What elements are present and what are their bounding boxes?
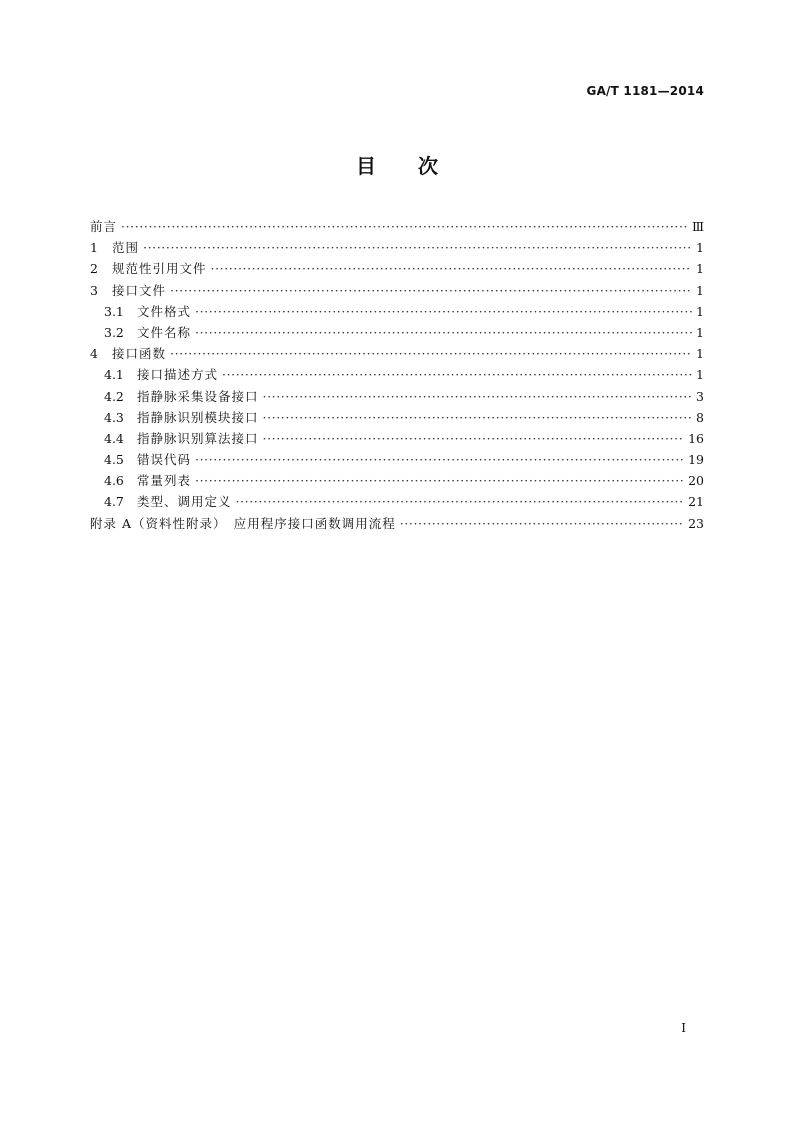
toc-page: 1 xyxy=(696,240,704,256)
toc-number: 4 xyxy=(90,346,98,362)
toc-page: 8 xyxy=(696,409,704,425)
toc-entry-4-3[interactable] xyxy=(90,407,704,428)
toc-entry-3-1[interactable] xyxy=(90,301,704,322)
toc-number: 2 xyxy=(90,261,98,277)
leader-dots xyxy=(236,491,685,512)
toc-label: 前言 xyxy=(90,219,118,234)
toc-entry-4-1[interactable] xyxy=(90,364,704,385)
toc-page: 23 xyxy=(688,515,704,531)
leader-dots xyxy=(170,343,692,364)
toc-label: 类型、调用定义 xyxy=(137,494,232,510)
toc-entry-4-6[interactable] xyxy=(90,470,704,491)
toc-label: 指静脉识别模块接口 xyxy=(137,409,259,425)
leader-dots xyxy=(263,386,692,407)
leader-dots xyxy=(211,258,692,279)
leader-dots xyxy=(195,301,692,322)
table-of-contents xyxy=(90,216,704,534)
toc-page: 1 xyxy=(696,367,704,383)
leader-dots xyxy=(263,407,692,428)
toc-label: 错误代码 xyxy=(137,452,192,468)
toc-number: 3 xyxy=(90,282,98,298)
toc-label: 接口描述方式 xyxy=(137,367,219,383)
leader-dots xyxy=(263,428,685,449)
toc-label: 附录 A（资料性附录） 应用程序接口函数调用流程 xyxy=(90,515,396,531)
toc-page: 21 xyxy=(688,494,704,510)
leader-dots xyxy=(222,364,692,385)
toc-label: 文件格式 xyxy=(137,303,192,319)
toc-label: 常量列表 xyxy=(137,473,192,489)
toc-number: 3.1 xyxy=(104,303,124,319)
toc-page: 1 xyxy=(696,261,704,277)
toc-page: 1 xyxy=(696,282,704,298)
toc-entry-1[interactable] xyxy=(90,237,704,258)
toc-page: 19 xyxy=(688,452,704,468)
leader-dots xyxy=(195,322,692,343)
toc-page: 16 xyxy=(688,430,704,446)
page-title xyxy=(0,150,794,179)
title-part-2: 次 xyxy=(418,154,438,178)
leader-dots xyxy=(143,237,692,258)
toc-entry-4[interactable] xyxy=(90,343,704,364)
leader-dots xyxy=(400,513,684,534)
toc-number: 1 xyxy=(90,240,98,256)
toc-entry-foreword[interactable] xyxy=(90,216,704,237)
leader-dots xyxy=(195,449,684,470)
toc-entry-4-2[interactable] xyxy=(90,386,704,407)
toc-label: 接口文件 xyxy=(112,282,167,298)
toc-page: 1 xyxy=(696,324,704,340)
toc-page: 1 xyxy=(696,303,704,319)
toc-label: 文件名称 xyxy=(137,324,192,340)
toc-label: 指静脉识别算法接口 xyxy=(137,430,259,446)
toc-number: 4.1 xyxy=(104,367,124,383)
toc-number: 4.7 xyxy=(104,494,124,510)
toc-entry-3-2[interactable] xyxy=(90,322,704,343)
toc-number: 4.6 xyxy=(104,473,124,489)
toc-page: 1 xyxy=(696,346,704,362)
toc-number: 4.2 xyxy=(104,388,124,404)
standard-code: GA/T 1181—2014 xyxy=(586,84,704,98)
toc-label: 接口函数 xyxy=(112,346,167,362)
toc-entry-appendix-a[interactable] xyxy=(90,513,704,534)
toc-entry-2[interactable] xyxy=(90,258,704,279)
toc-label: 范围 xyxy=(112,240,140,256)
toc-label: 指静脉采集设备接口 xyxy=(137,388,259,404)
leader-dots xyxy=(121,216,688,237)
toc-page: 3 xyxy=(696,388,704,404)
toc-entry-4-5[interactable] xyxy=(90,449,704,470)
toc-number: 4.4 xyxy=(104,430,124,446)
toc-entry-4-7[interactable] xyxy=(90,491,704,512)
toc-number: 3.2 xyxy=(104,324,124,340)
title-part-1: 目 xyxy=(356,154,376,178)
leader-dots xyxy=(170,280,692,301)
toc-page: Ⅲ xyxy=(691,219,704,234)
toc-page: 20 xyxy=(688,473,704,489)
toc-label: 规范性引用文件 xyxy=(112,261,207,277)
toc-entry-3[interactable] xyxy=(90,280,704,301)
leader-dots xyxy=(195,470,684,491)
toc-number: 4.3 xyxy=(104,409,124,425)
toc-number: 4.5 xyxy=(104,452,124,468)
toc-entry-4-4[interactable] xyxy=(90,428,704,449)
page-number: I xyxy=(681,1021,686,1035)
